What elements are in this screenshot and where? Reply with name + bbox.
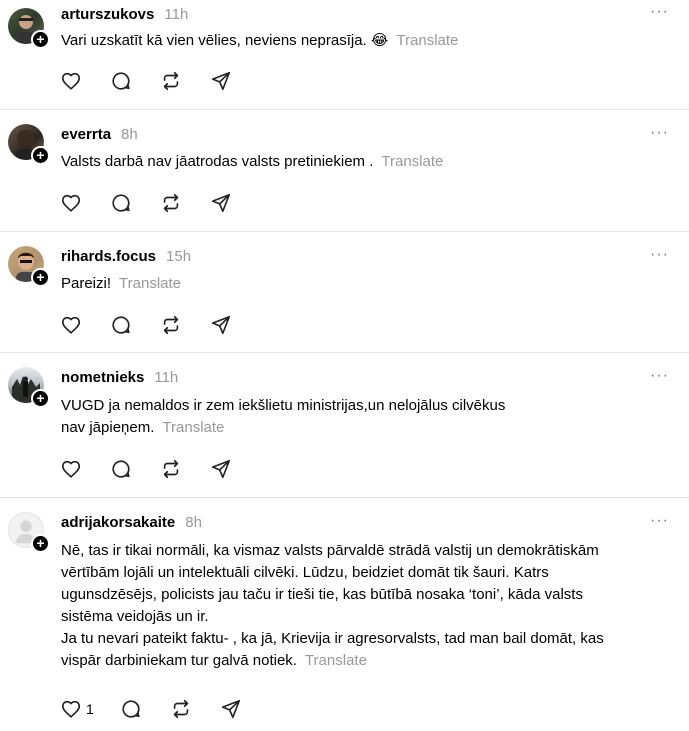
- post-text-line: vispār darbiniekam tur galvā notiek.: [61, 652, 297, 669]
- heart-icon: [60, 698, 82, 720]
- post: [0, 0, 689, 110]
- post-text-line: vērtībām lojāli un intelektuāli cilvēki. Lūdzu, beidziet domāt tik šauri. Katrs: [61, 564, 549, 581]
- post: [0, 232, 689, 353]
- share-icon[interactable]: [210, 313, 234, 337]
- more-options-icon[interactable]: ···: [650, 367, 669, 384]
- follow-plus-icon[interactable]: +: [31, 146, 50, 165]
- username[interactable]: everrta: [61, 126, 112, 143]
- like-count: 1: [86, 701, 94, 717]
- more-options-icon[interactable]: ···: [650, 512, 669, 529]
- comment-icon[interactable]: [110, 313, 134, 337]
- timestamp: 8h: [185, 514, 202, 531]
- post: [0, 353, 689, 498]
- username[interactable]: adrijakorsakaite: [61, 514, 176, 531]
- post-text-line: VUGD ja nemaldos ir zem iekšlietu ministrijas,un nelojālus cilvēkus: [61, 397, 506, 414]
- avatar[interactable]: [8, 512, 48, 552]
- repost-icon[interactable]: [160, 191, 184, 215]
- avatar[interactable]: [8, 246, 48, 286]
- follow-plus-icon[interactable]: +: [31, 268, 50, 287]
- share-icon[interactable]: [210, 69, 234, 93]
- timestamp: 11h: [154, 369, 179, 386]
- username[interactable]: rihards.focus: [61, 248, 157, 265]
- post-text-line: sistēma veidojās un ir.: [61, 608, 209, 625]
- timestamp: 11h: [164, 6, 189, 23]
- post-text-line: nav jāpieņem.: [61, 419, 155, 436]
- comment-icon[interactable]: [120, 697, 144, 721]
- post-text-line: Ja tu nevari pateikt faktu- , ka jā, Krievija ir agresorvalsts, tad man bail domāt, kas: [61, 630, 604, 647]
- translate-link[interactable]: Translate: [396, 32, 459, 49]
- repost-icon[interactable]: [170, 697, 194, 721]
- username[interactable]: nometnieks: [61, 369, 145, 386]
- more-options-icon[interactable]: ···: [650, 3, 669, 20]
- avatar[interactable]: [8, 367, 48, 407]
- like-button[interactable]: [60, 697, 94, 721]
- comment-icon[interactable]: [110, 191, 134, 215]
- timestamp: 15h: [166, 248, 192, 265]
- follow-plus-icon[interactable]: +: [31, 534, 50, 553]
- share-icon[interactable]: [210, 457, 234, 481]
- heart-icon[interactable]: [60, 457, 84, 481]
- share-icon[interactable]: [210, 191, 234, 215]
- post-text-line: Nē, tas ir tikai normāli, ka vismaz valsts pārvaldē strādā valstij un demokrātiskām: [61, 542, 599, 559]
- heart-icon[interactable]: [60, 69, 84, 93]
- heart-icon[interactable]: [60, 313, 84, 337]
- repost-icon[interactable]: [160, 69, 184, 93]
- translate-link[interactable]: Translate: [381, 153, 444, 170]
- translate-link[interactable]: Translate: [304, 652, 367, 669]
- repost-icon[interactable]: [160, 457, 184, 481]
- avatar[interactable]: [8, 8, 48, 48]
- translate-link[interactable]: Translate: [119, 275, 182, 292]
- translate-link[interactable]: Translate: [162, 419, 225, 436]
- post: [0, 110, 689, 232]
- post: [0, 498, 689, 731]
- username[interactable]: arturszukovs: [61, 6, 155, 23]
- more-options-icon[interactable]: ···: [650, 246, 669, 263]
- post-text: Valsts darbā nav jāatrodas valsts pretiniekiem .: [61, 153, 374, 170]
- avatar[interactable]: [8, 124, 48, 164]
- share-icon[interactable]: [220, 697, 244, 721]
- repost-icon[interactable]: [160, 313, 184, 337]
- follow-plus-icon[interactable]: +: [31, 389, 50, 408]
- comment-icon[interactable]: [110, 69, 134, 93]
- timestamp: 8h: [121, 126, 138, 143]
- follow-plus-icon[interactable]: +: [31, 30, 50, 49]
- post-text: Pareizi!: [61, 275, 112, 292]
- comment-icon[interactable]: [110, 457, 134, 481]
- post-text: Vari uzskatīt kā vien vēlies, neviens neprasīja. 😂: [61, 32, 389, 49]
- more-options-icon[interactable]: ···: [650, 124, 669, 141]
- heart-icon[interactable]: [60, 191, 84, 215]
- post-text-line: ugunsdzēsējs, policists jau taču ir tieši tie, kas būtībā nosaka ‘toni’, kāda valsts: [61, 586, 583, 603]
